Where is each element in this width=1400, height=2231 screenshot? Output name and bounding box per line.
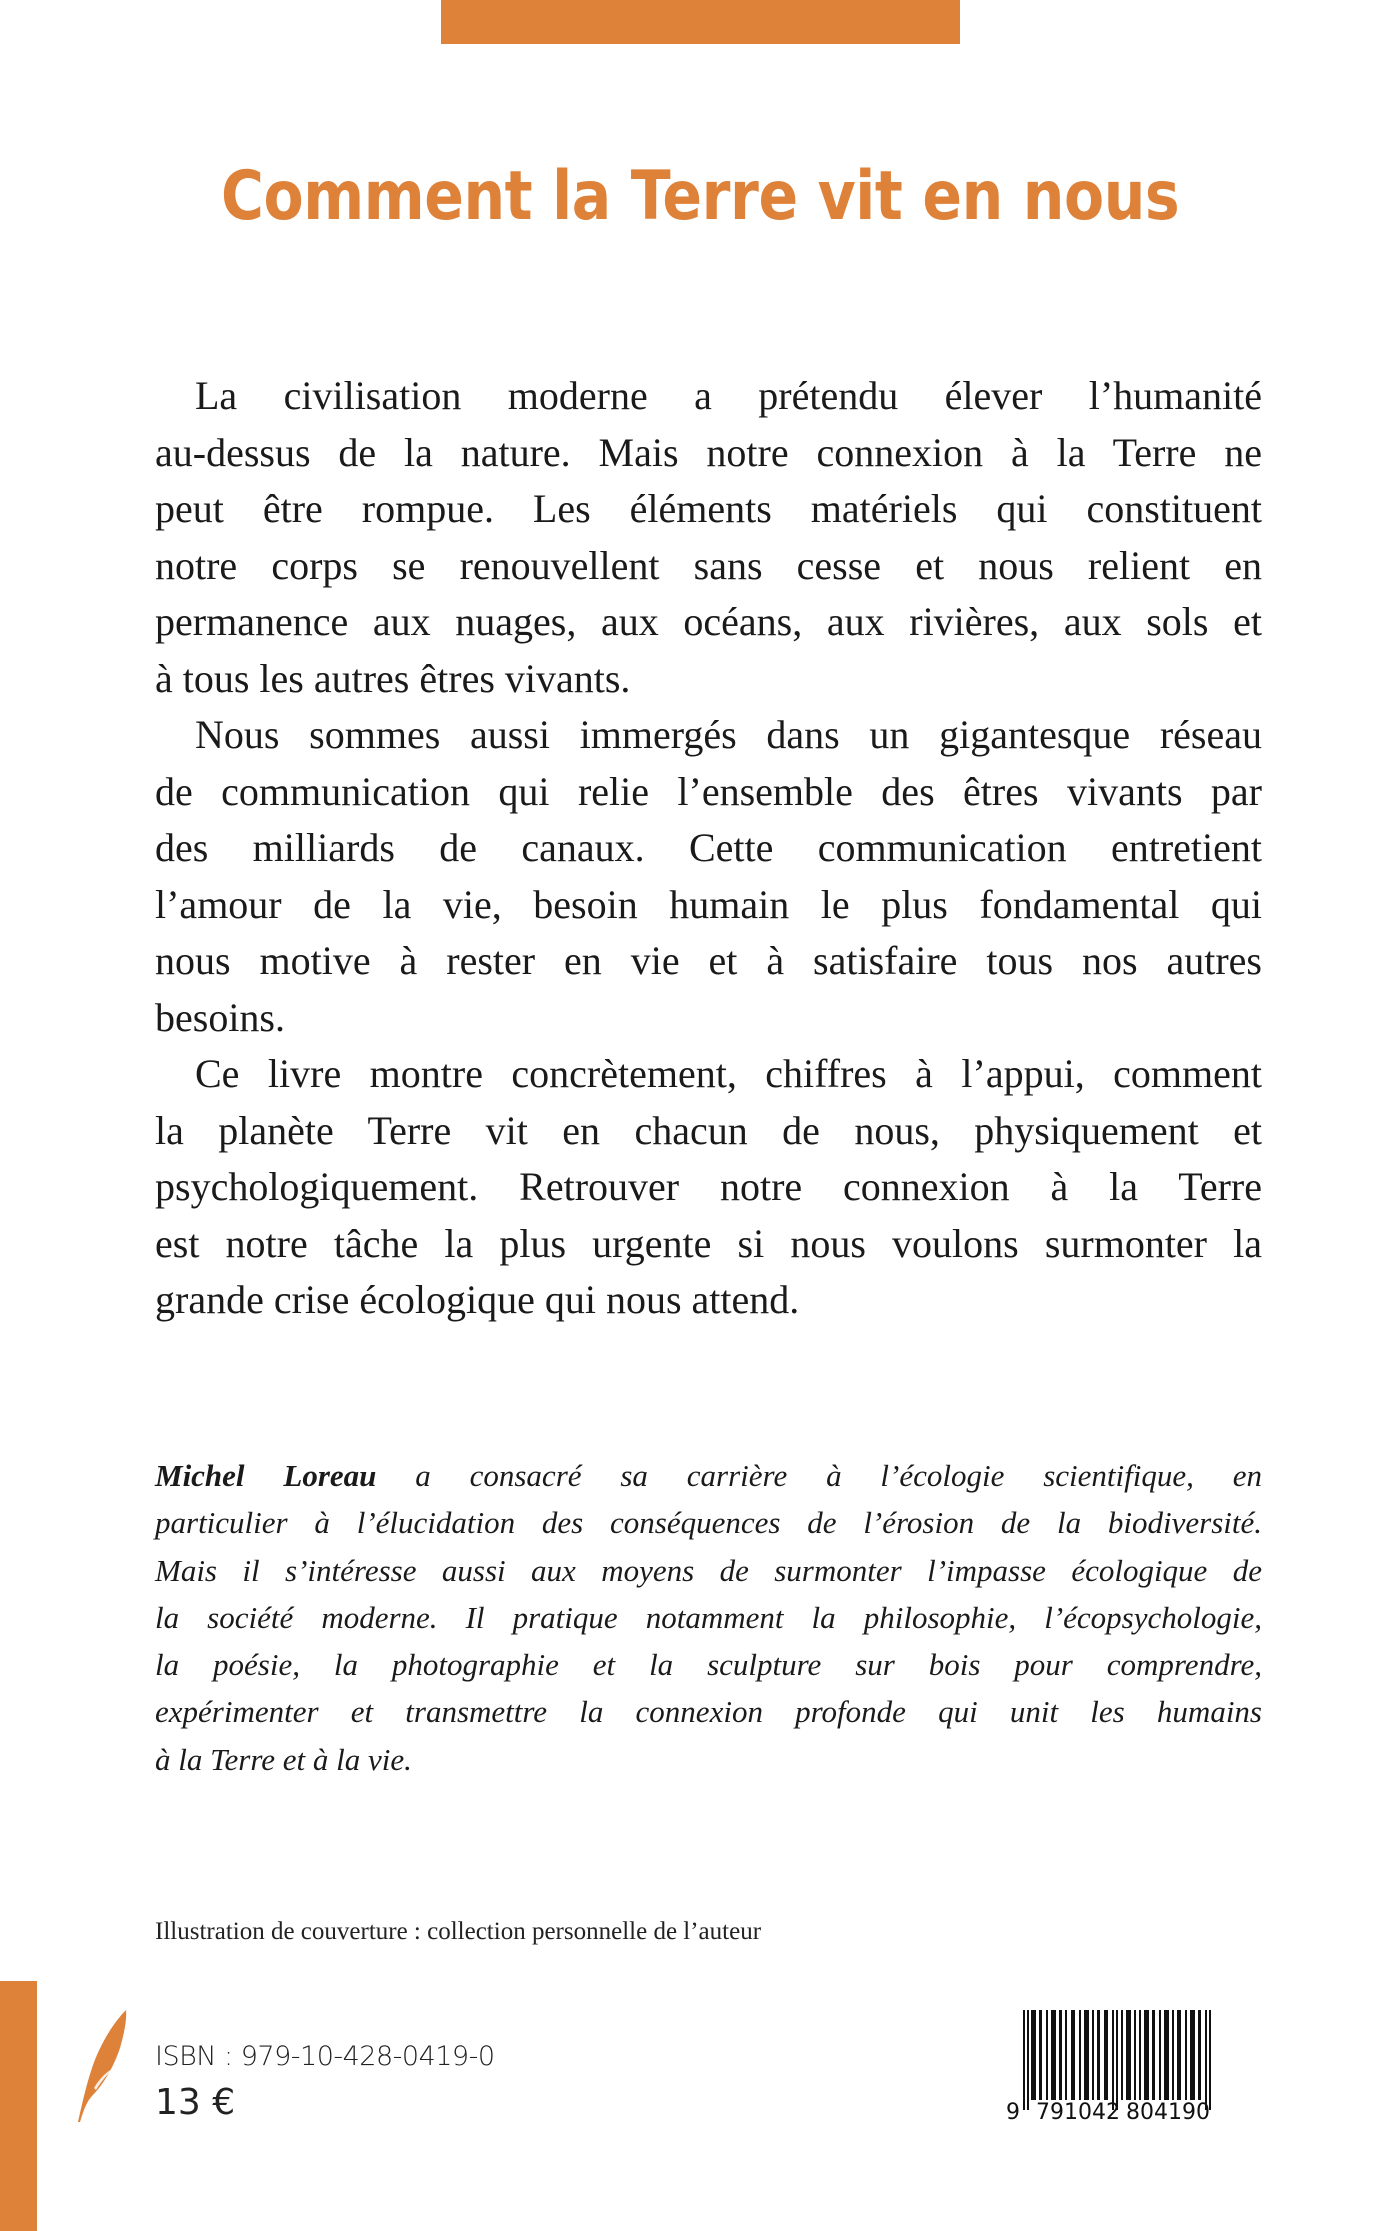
isbn-number: ISBN : 979-10-428-0419-0 bbox=[155, 2041, 495, 2072]
summary-line: au-dessus de la nature. Mais notre connexion à la Terre ne bbox=[155, 429, 1262, 475]
summary-line: à tous les autres êtres vivants. bbox=[155, 655, 631, 701]
summary-line: grande crise écologique qui nous attend. bbox=[155, 1277, 800, 1322]
top-accent-bar bbox=[441, 0, 960, 44]
left-accent-bar bbox=[0, 1981, 37, 2231]
bio-line: expérimenter et transmettre la connexion profonde qui unit les humains bbox=[155, 1694, 1262, 1730]
bio-line: la société moderne. Il pratique notamment la philosophie, l’écopsychologie, bbox=[155, 1599, 1262, 1635]
summary-line: l’amour de la vie, besoin humain le plus fondamental qui bbox=[155, 881, 1262, 927]
barcode-digit-prefix: 9 bbox=[1006, 2100, 1020, 2125]
summary-line: Nous sommes aussi immergés dans un gigantesque réseau bbox=[195, 712, 1262, 757]
summary-line: nous motive à rester en vie et à satisfaire tous nos autres bbox=[155, 938, 1262, 983]
barcode-digits-group-1: 791042 bbox=[1036, 2100, 1120, 2125]
summary-line: est notre tâche la plus urgente si nous voulons surmonter la bbox=[155, 1220, 1262, 1266]
bio-first-line-text: a consacré sa carrière à l’écologie scientifique, en bbox=[376, 1458, 1262, 1493]
summary-line: Ce livre montre concrètement, chiffres à l’appui, comment bbox=[195, 1051, 1262, 1096]
cover-illustration-credit: Illustration de couverture : collection personnelle de l’auteur bbox=[155, 1918, 762, 1945]
summary-line: de communication qui relie l’ensemble des êtres vivants par bbox=[155, 768, 1262, 814]
summary-text bbox=[155, 368, 1262, 1329]
summary-line: psychologiquement. Retrouver notre connexion à la Terre bbox=[155, 1164, 1262, 1209]
bio-line: la poésie, la photographie et la sculpture sur bois pour comprendre, bbox=[155, 1647, 1262, 1683]
book-title bbox=[0, 152, 1400, 242]
summary-line: notre corps se renouvellent sans cesse et nous relient en bbox=[155, 542, 1262, 588]
author-bio bbox=[155, 1452, 1262, 1783]
summary-line: permanence aux nuages, aux océans, aux rivières, aux sols et bbox=[155, 599, 1262, 644]
price: 13 € bbox=[155, 2082, 236, 2123]
author-name: Michel Loreau bbox=[155, 1458, 377, 1493]
barcode-digits-group-2: 804190 bbox=[1126, 2100, 1210, 2125]
summary-line: la planète Terre vit en chacun de nous, physiquement et bbox=[155, 1107, 1262, 1153]
summary-line: peut être rompue. Les éléments matériels qui constituent bbox=[155, 486, 1262, 531]
bio-line: à la Terre et à la vie. bbox=[155, 1741, 412, 1777]
bio-line bbox=[155, 1452, 1262, 1499]
feather-icon bbox=[74, 2008, 134, 2124]
summary-line: des milliards de canaux. Cette communication entretient bbox=[155, 825, 1262, 870]
bio-line: Mais il s’intéresse aussi aux moyens de surmonter l’impasse écologique de bbox=[155, 1552, 1262, 1588]
summary-line: La civilisation moderne a prétendu élever l’humanité bbox=[195, 373, 1262, 418]
summary-line: besoins. bbox=[155, 994, 285, 1040]
book-title-text: Comment la Terre vit en nous bbox=[220, 157, 1180, 236]
bio-line: particulier à l’élucidation des conséquences de l’érosion de la biodiversité. bbox=[155, 1505, 1262, 1541]
